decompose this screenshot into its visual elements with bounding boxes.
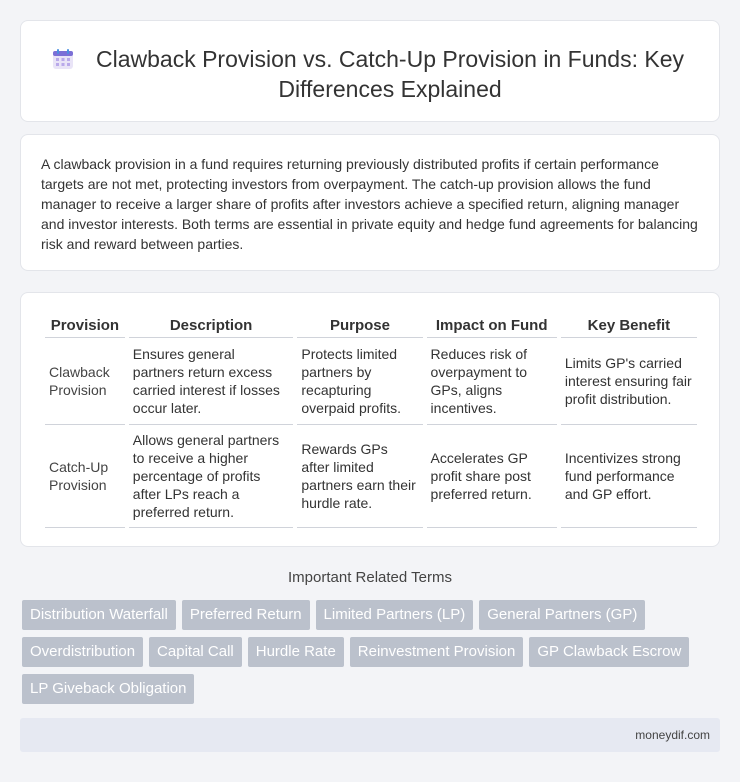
related-terms-heading: Important Related Terms [288, 569, 452, 586]
site-credit[interactable]: moneydif.com [635, 728, 710, 742]
related-term-tag[interactable]: Preferred Return [182, 600, 310, 630]
calendar-icon [51, 47, 75, 71]
related-term-tag[interactable]: LP Giveback Obligation [22, 674, 194, 704]
cell-key-benefit: Incentivizes strong fund performance and GP effort. [561, 425, 697, 528]
related-term-tag[interactable]: Limited Partners (LP) [316, 600, 474, 630]
cell-impact: Accelerates GP profit share post preferred return. [427, 425, 557, 528]
cell-provision: Clawback Provision [45, 338, 125, 425]
header-key-benefit: Key Benefit [561, 315, 697, 338]
intro-card [20, 134, 720, 271]
related-term-tag[interactable]: Distribution Waterfall [22, 600, 176, 630]
related-term-tag[interactable]: GP Clawback Escrow [529, 637, 689, 667]
related-term-tag[interactable]: Overdistribution [22, 637, 143, 667]
intro-text: A clawback provision in a fund requires returning previously distributed profits if certain performance targets are not met, protecting investors from overpayment. The catch-up provision allows the fund manager to receive a larger share of profits after investors achieve a specified return, aligning manager and investor interests. Both terms are essential in private equity and hedge fund agreements for balancing risk and reward between parties. [41, 156, 698, 252]
related-terms-list [22, 600, 702, 704]
page-title: Clawback Provision vs. Catch-Up Provision in Funds: Key Differences Explained [95, 46, 684, 102]
header-impact: Impact on Fund [427, 315, 557, 338]
cell-provision: Catch-Up Provision [45, 425, 125, 528]
cell-key-benefit: Limits GP's carried interest ensuring fair profit distribution. [561, 338, 697, 425]
cell-description: Ensures general partners return excess carried interest if losses occur later. [129, 338, 294, 425]
related-term-tag[interactable]: Capital Call [149, 637, 242, 667]
comparison-card [20, 292, 720, 547]
footer [20, 718, 720, 752]
related-term-tag[interactable]: General Partners (GP) [479, 600, 645, 630]
comparison-table [41, 315, 701, 528]
title-card [20, 20, 720, 122]
cell-purpose: Rewards GPs after limited partners earn their hurdle rate. [297, 425, 422, 528]
table-row [45, 338, 697, 425]
header-provision: Provision [45, 315, 125, 338]
cell-purpose: Protects limited partners by recapturing overpaid profits. [297, 338, 422, 425]
related-term-tag[interactable]: Hurdle Rate [248, 637, 344, 667]
cell-description: Allows general partners to receive a higher percentage of profits after LPs reach a preferred return. [129, 425, 294, 528]
related-term-tag[interactable]: Reinvestment Provision [350, 637, 524, 667]
cell-impact: Reduces risk of overpayment to GPs, aligns incentives. [427, 338, 557, 425]
table-row [45, 425, 697, 528]
table-header-row [45, 315, 697, 338]
header-purpose: Purpose [297, 315, 422, 338]
header-description: Description [129, 315, 294, 338]
